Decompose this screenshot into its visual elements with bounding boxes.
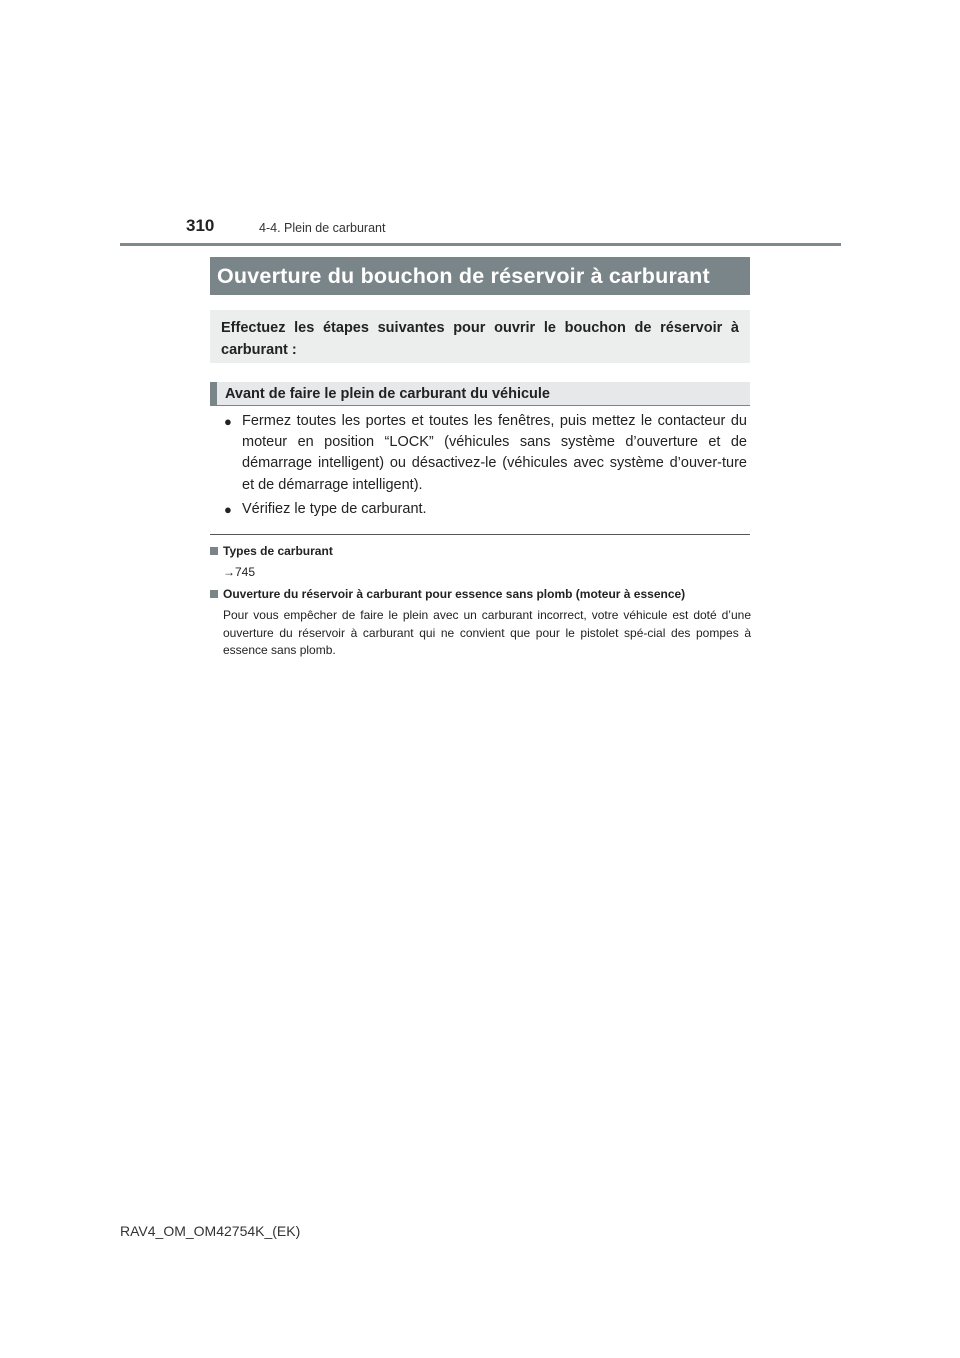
note-body: Pour vous empêcher de faire le plein avec un carburant incorrect, votre véhicule est doté d’une ouverture du réservoir à carburant qui ne convient que pour le pistolet spé-cial des pompes à essence sans plomb. <box>223 608 751 657</box>
subheading-bar <box>210 382 750 406</box>
intro-text: Effectuez les étapes suivantes pour ouvrir le bouchon de réservoir à carburant : <box>221 320 739 358</box>
square-bullet-icon <box>210 547 218 555</box>
note-body: →745 <box>223 565 256 579</box>
bullet-item <box>224 411 747 496</box>
note-fuel-types <box>210 544 755 582</box>
bullet-text: Fermez toutes les portes et toutes les fenêtres, puis mettez le contacteur du moteur en position “LOCK” (véhicules sans système d’ouverture et de démarrage intelligent) ou désactivez-le (véhicules avec système d’ouver-ture et de démarrage intelligent). <box>242 413 747 493</box>
square-bullet-icon <box>210 590 218 598</box>
header-divider <box>120 243 841 246</box>
subheading-text: Avant de faire le plein de carburant du véhicule <box>225 385 550 402</box>
note-title <box>210 587 755 601</box>
section-divider <box>210 534 750 535</box>
bullet-dot-icon: ● <box>224 501 232 517</box>
note-fuel-opening <box>210 587 755 660</box>
page-number: 310 <box>186 216 215 235</box>
intro-box <box>210 310 750 363</box>
bullet-list <box>224 411 747 523</box>
bullet-dot-icon: ● <box>224 414 232 429</box>
note-title-text: Types de carburant <box>223 544 333 558</box>
footer-code: RAV4_OM_OM42754K_(EK) <box>120 1223 301 1239</box>
section-title-bar <box>210 257 750 295</box>
section-reference: 4-4. Plein de carburant <box>259 221 386 235</box>
bullet-text: Vérifiez le type de carburant. <box>242 500 427 517</box>
section-title: Ouverture du bouchon de réservoir à carburant <box>217 263 710 288</box>
note-title-text: Ouverture du réservoir à carburant pour essence sans plomb (moteur à essence) <box>223 587 686 601</box>
note-title <box>210 544 755 558</box>
bullet-item <box>224 499 747 520</box>
